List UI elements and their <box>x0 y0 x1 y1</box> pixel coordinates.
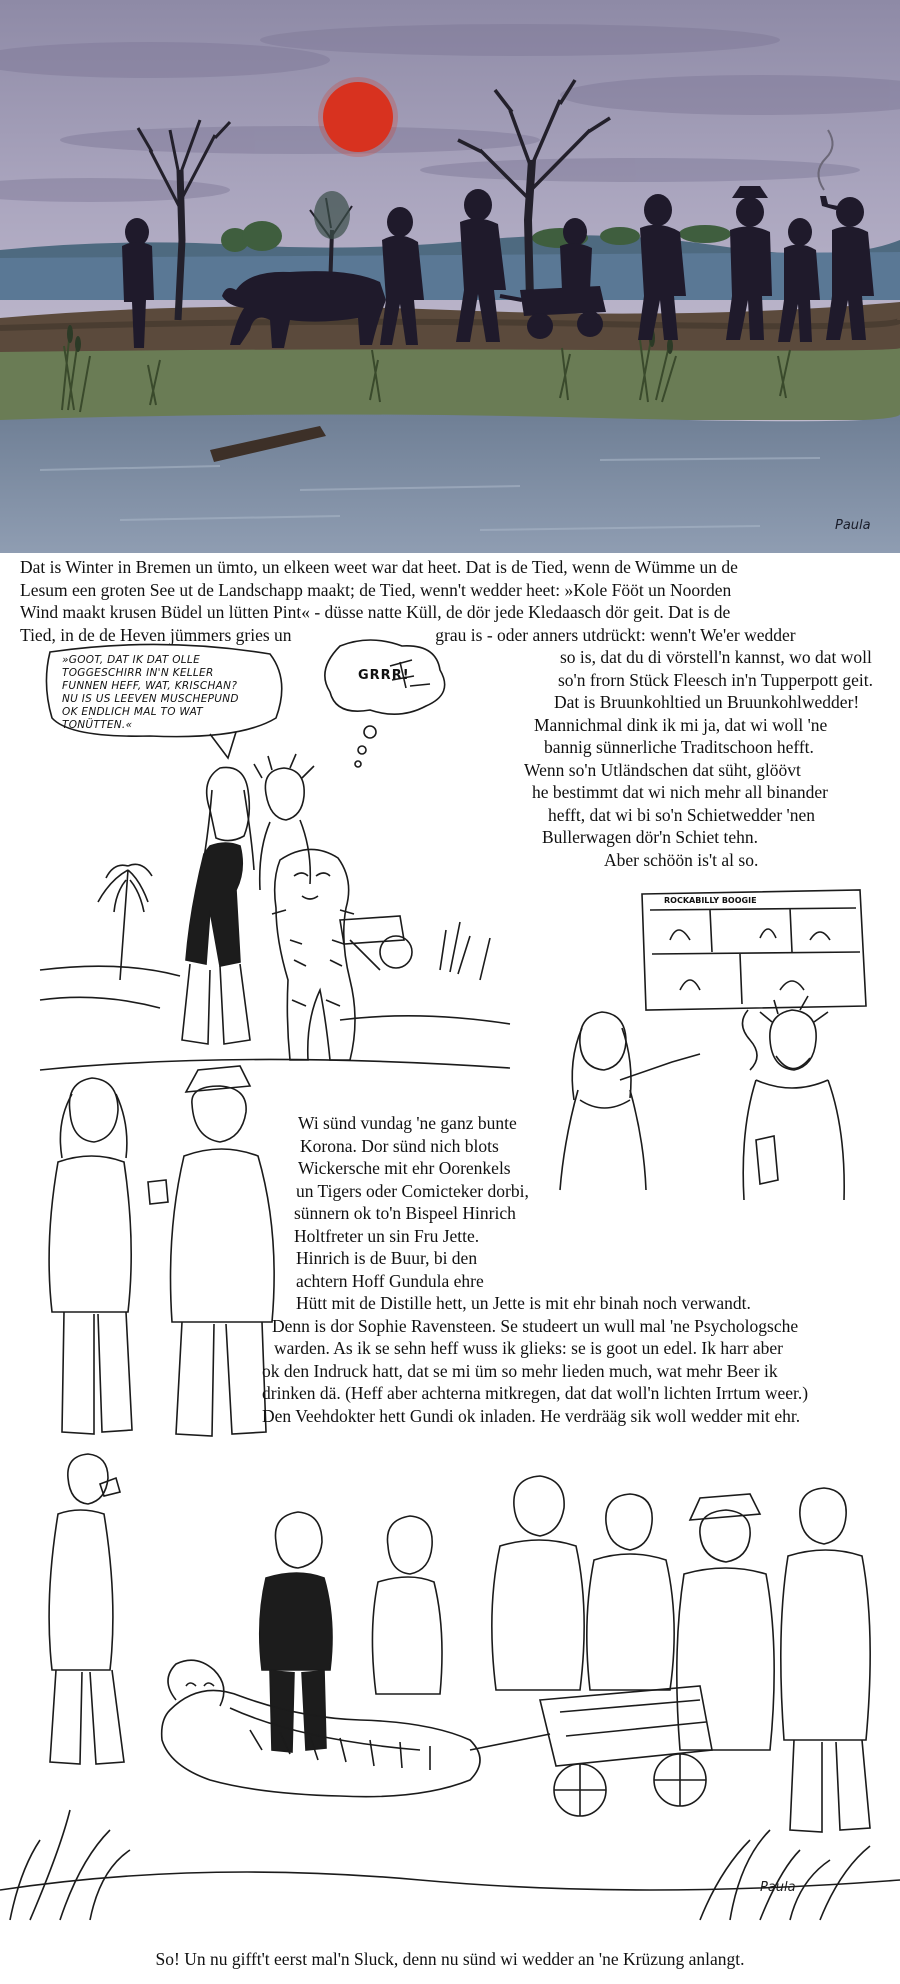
middle-line: Wi sünd vundag 'ne ganz bunte <box>298 1113 517 1133</box>
middle-line: Holtfreter un sin Fru Jette. <box>294 1225 480 1246</box>
speech-line: TONÜTTEN.« <box>62 719 133 731</box>
group-gathering-drawing <box>0 1450 900 1930</box>
speech-line: OK ENDLICH MAL TO WAT <box>62 706 204 718</box>
right-line: he bestimmt dat wi nich mehr all binander <box>532 782 828 802</box>
intro-text-block <box>20 556 890 646</box>
dusk-landscape-illustration <box>0 0 900 553</box>
intro-line: Dat is Winter in Bremen un ümto, un elkeen weet war dat heet. Dat is de Tied, wenn de Wümme un de <box>20 557 738 577</box>
artist-signature-bottom: Paula <box>760 1880 796 1895</box>
speech-line: »GOOT, DAT IK DAT OLLE <box>62 654 201 666</box>
middle-line: Hinrich is de Buur, bi den <box>296 1248 478 1268</box>
intro-split-right: grau is - oder anners utdrückt: wenn't We'er wedder <box>435 624 796 645</box>
middle-line: sünnern ok to'n Bispeel Hinrich <box>294 1203 516 1223</box>
footer-text <box>0 1948 900 1971</box>
middle-line: Korona. Dor sünd nich blots <box>300 1135 499 1156</box>
middle-line: ok den Indruck hatt, dat se mi üm so mehr lieden much, wat mehr Beer ik <box>262 1360 778 1381</box>
group-gathering-lineart <box>0 1450 900 1930</box>
right-line: Bullerwagen dör'n Schiet tehn. <box>542 827 759 847</box>
speech-line: NU IS US LEEVEN MUSCHEPUND <box>62 693 239 705</box>
right-text-column <box>524 646 873 871</box>
speech-line: TOGGESCHIRR IN'N KELLER <box>62 667 214 679</box>
right-line: Aber schöön is't al so. <box>604 849 759 870</box>
intro-line: Wind maakt krusen Büdel un lütten Pint« - düsse natte Küll, de dör jede Kledaasch dör geit. Dat is de <box>20 602 731 622</box>
mini-comic-title: ROCKABILLY BOOGIE <box>664 896 757 905</box>
footer-line: So! Un nu gifft't eerst mal'n Sluck, denn nu sünd wi wedder an 'ne Krüzung anlangt. <box>155 1949 745 1969</box>
intro-line: Lesum een groten See ut de Landschapp maakt; de Tied, wenn't wedder heet: »Kole Fööt un Noorden <box>20 579 732 600</box>
tiger-walk-drawing <box>40 640 520 1080</box>
middle-line: drinken dä. (Heff aber achterna mitkregen, dat dat woll'n lichten Irrtum weer.) <box>262 1383 809 1403</box>
middle-line: Wickersche mit ehr Oorenkels <box>298 1158 511 1178</box>
speech-bubble-text <box>62 654 272 732</box>
speech-line: FUNNEN HEFF, WAT, KRISCHAN? <box>62 680 238 692</box>
right-line: Dat is Bruunkohltied un Bruunkohlwedder! <box>554 692 860 712</box>
middle-line: Hütt mit de Distille hett, un Jette is mit ehr binah noch verwandt. <box>296 1293 751 1313</box>
middle-text-block <box>0 1112 808 1427</box>
middle-line: un Tigers oder Comicteker dorbi, <box>296 1180 529 1201</box>
thought-bubble-text: GRRR! <box>358 668 410 683</box>
right-line: hefft, dat wi bi so'n Schietwedder 'nen <box>548 804 815 825</box>
artist-signature-top: Paula <box>835 518 871 533</box>
farmer-hat <box>186 1066 250 1092</box>
right-line: bannig sünnerliche Traditschoon hefft. <box>544 737 814 757</box>
hat-man-right <box>690 1494 760 1520</box>
watercolor-dusk-panel <box>0 0 900 553</box>
right-line: so is, dat du di vörstell'n kannst, wo dat woll <box>560 647 872 667</box>
right-line: so'n frorn Stück Fleesch in'n Tupperpott geit. <box>558 669 873 690</box>
middle-line: warden. As ik se sehn heff wuss ik glieks: se is goot un edel. Ik harr aber <box>274 1338 784 1358</box>
middle-line: Denn is dor Sophie Ravensteen. Se studeert un wull mal 'ne Psychologsche <box>272 1315 799 1336</box>
right-line: Mannichmal dink ik mi ja, dat wi woll 'ne <box>534 714 828 735</box>
middle-line: Den Veehdokter hett Gundi ok inladen. He verdrääg sik woll wedder mit ehr. <box>262 1405 801 1426</box>
intro-split-left: Tied, in de de Heven jümmers gries un <box>20 624 292 645</box>
right-line: Wenn so'n Utländschen dat süht, glöövt <box>524 759 801 780</box>
middle-line: achtern Hoff Gundula ehre <box>296 1270 484 1291</box>
